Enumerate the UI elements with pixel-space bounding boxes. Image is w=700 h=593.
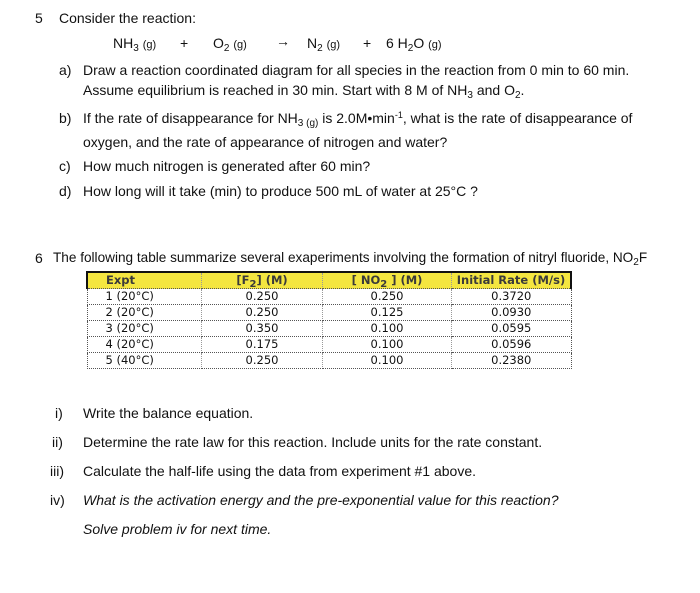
cell-f2: 0.250 (202, 353, 323, 369)
cell-expt: 2 (20°C) (87, 305, 202, 321)
cell-no2: 0.250 (323, 289, 452, 305)
part-i-label: i) (55, 405, 63, 421)
part-ii-text: Determine the rate law for this reaction. Include units for the rate constant. (83, 434, 543, 450)
cell-rate: 0.2380 (452, 353, 572, 369)
cell-no2: 0.100 (323, 353, 452, 369)
table-row (87, 321, 571, 337)
question-6-number: 6 (35, 250, 43, 266)
part-b-line-1: If the rate of disappearance for $NH_{3 (g)}$ is $2.0M•\min^{-1}$, what is the rate of disappearance of (83, 110, 633, 129)
part-i-text: Write the balance equation. (83, 405, 254, 421)
cell-f2: 0.350 (202, 321, 323, 337)
cell-f2: 0.250 (202, 305, 323, 321)
cell-expt: 4 (20°C) (87, 337, 202, 353)
part-iv-text: What is the activation energy and the pre-exponential value for this reaction? (83, 492, 559, 508)
table-header-row (87, 272, 571, 289)
part-d-label: d) (59, 183, 72, 199)
plus-sign: + (180, 35, 189, 51)
header-no2: [ $NO_2$ ] (M) (323, 272, 452, 289)
plus-sign: + (363, 35, 372, 51)
cell-rate: 0.0596 (452, 337, 572, 353)
cell-rate: 0.0595 (452, 321, 572, 337)
product-n2: $N_2$ (g) (307, 35, 341, 54)
question-6-intro: The following table summarize several exaperiments involving the formation of nitryl fluoride, $NO_2F$ (53, 250, 648, 268)
cell-expt: 5 (40°C) (87, 353, 202, 369)
header-f2: $[F_2]$ (M) (202, 272, 323, 289)
part-d-text: How long will it take (min) to produce 500 mL of water at 25°C ? (83, 183, 478, 199)
part-a-label: a) (59, 62, 72, 78)
part-b-label: b) (59, 110, 72, 126)
part-iii-label: iii) (50, 463, 64, 479)
question-5-number: 5 (35, 10, 43, 26)
reaction-arrow: → (276, 33, 290, 49)
cell-no2: 0.100 (323, 321, 452, 337)
rate-data-table (86, 271, 572, 369)
reactant-o2: $O_2$ (g) (213, 35, 247, 54)
part-c-label: c) (59, 158, 71, 174)
cell-expt: 3 (20°C) (87, 321, 202, 337)
cell-no2: 0.100 (323, 337, 452, 353)
table-row (87, 305, 571, 321)
cell-no2: 0.125 (323, 305, 452, 321)
question-5-intro: Consider the reaction: (59, 10, 196, 26)
header-initial-rate: Initial Rate (M/s) (452, 272, 572, 289)
part-iv-label: iv) (50, 492, 65, 508)
table-row (87, 337, 571, 353)
part-a-line-1: Draw a reaction coordinated diagram for all species in the reaction from 0 min to 60 min. (83, 62, 630, 78)
part-c-text: How much nitrogen is generated after 60 min? (83, 158, 371, 174)
header-expt: Expt (87, 272, 202, 289)
cell-rate: 0.0930 (452, 305, 572, 321)
cell-f2: 0.250 (202, 289, 323, 305)
part-iii-text: Calculate the half-life using the data from experiment #1 above. (83, 463, 477, 479)
part-a-line-2: Assume equilibrium is reached in 30 min. Start with 8 M of $NH_3$ and $O_2$. (83, 82, 525, 101)
cell-rate: 0.3720 (452, 289, 572, 305)
cell-expt: 1 (20°C) (87, 289, 202, 305)
part-ii-label: ii) (52, 434, 63, 450)
reactant-nh3: $NH_3$ (g) (113, 35, 157, 54)
table-row (87, 353, 571, 369)
homework-note: Solve problem iv for next time. (83, 521, 272, 537)
product-h2o: 6 $H_2O$ (g) (386, 35, 442, 54)
part-b-line-2: oxygen, and the rate of appearance of nitrogen and water? (83, 134, 448, 150)
cell-f2: 0.175 (202, 337, 323, 353)
table-row (87, 289, 571, 305)
